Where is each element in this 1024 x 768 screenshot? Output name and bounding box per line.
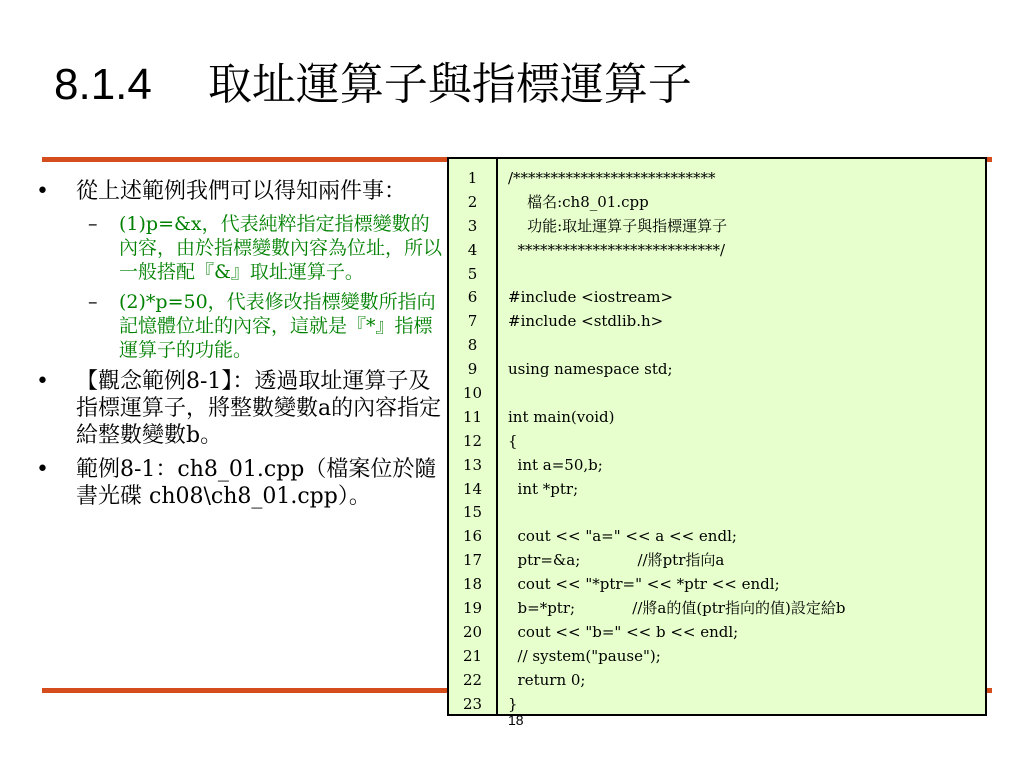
bullet-item (36, 456, 446, 510)
sub-bullet-item (36, 290, 446, 362)
code-listing (447, 157, 987, 716)
page-number: 18 (508, 712, 524, 728)
code-line: // system("pause"); (508, 646, 661, 665)
line-number: 21 (462, 646, 483, 665)
line-number: 6 (467, 288, 478, 307)
code-line: int main(void) (508, 407, 615, 426)
line-number: 5 (467, 264, 478, 283)
bullet-dot-icon: • (36, 179, 49, 204)
line-number: 18 (462, 575, 483, 594)
code-line: ptr=&a; //將ptr指向a (508, 551, 725, 570)
code-line: 檔名:ch8_01.cpp (508, 192, 649, 211)
bullet-text: 範例8-1：ch8_01.cpp（檔案位於隨書光碟 ch08\ch8_01.cpp）。 (76, 457, 437, 509)
line-number: 10 (462, 384, 483, 403)
bullet-item (36, 368, 446, 449)
dash-icon: – (88, 213, 98, 235)
code-line: return 0; (508, 670, 586, 689)
code-line: cout << "b=" << b << endl; (508, 622, 739, 641)
line-number: 17 (462, 551, 483, 570)
code-line: cout << "a=" << a << endl; (508, 527, 737, 546)
code-line: cout << "*ptr=" << *ptr << endl; (508, 575, 780, 594)
code-line (508, 334, 985, 358)
line-number-gutter (449, 159, 498, 714)
line-number: 20 (462, 622, 483, 641)
title-number: 8.1.4 (54, 60, 152, 109)
code-line (508, 382, 985, 406)
line-number: 9 (467, 360, 478, 379)
code-line: int *ptr; (508, 479, 579, 498)
code-line: #include <iostream> (508, 288, 674, 307)
bullet-text: 從上述範例我們可以得知兩件事： (76, 179, 407, 204)
code-line: { (508, 431, 518, 450)
title-text: 取址運算子與指標運算子 (207, 59, 692, 110)
bullet-list (36, 178, 446, 517)
sub-bullet-item (36, 212, 446, 284)
code-line (508, 501, 985, 525)
line-number: 1 (467, 169, 478, 187)
code-line: using namespace std; (508, 360, 673, 379)
bullet-text: 【觀念範例8-1】：透過取址運算子及指標運算子，將整數變數a的內容指定給整數變數b。 (76, 369, 442, 448)
code-line: } (508, 694, 518, 713)
slide-title (54, 48, 692, 112)
code-body (498, 159, 985, 714)
line-number: 23 (462, 694, 483, 713)
code-line: b=*ptr; //將a的值(ptr指向的值)設定給b (508, 599, 846, 618)
line-number: 16 (462, 527, 483, 546)
line-number: 7 (467, 312, 478, 331)
line-number: 3 (467, 216, 478, 235)
bullet-dot-icon: • (36, 457, 49, 482)
code-line (508, 263, 985, 287)
code-line: #include <stdlib.h> (508, 312, 664, 331)
line-number: 2 (467, 192, 478, 211)
line-number: 8 (467, 336, 478, 355)
sub-bullet-text: (1)p=&x，代表純粹指定指標變數的內容，由於指標變數內容為位址，所以一般搭配『&』取址運算子。 (119, 213, 443, 283)
code-line: /*************************** (508, 169, 716, 187)
line-number: 19 (462, 599, 483, 618)
sub-bullet-text: (2)*p=50，代表修改指標變數所指向記憶體位址的內容，這就是『*』指標運算子的功能。 (119, 291, 436, 361)
code-line: int a=50,b; (508, 455, 603, 474)
code-line: ***************************/ (508, 240, 726, 259)
bullet-dot-icon: • (36, 369, 49, 394)
dash-icon: – (88, 291, 98, 313)
line-number: 11 (462, 407, 483, 426)
bullet-item (36, 178, 446, 205)
line-number: 14 (462, 479, 483, 498)
code-line: 功能:取址運算子與指標運算子 (508, 216, 728, 235)
line-number: 13 (462, 455, 483, 474)
line-number: 15 (462, 503, 483, 522)
line-number: 4 (467, 240, 478, 259)
line-number: 12 (462, 431, 483, 450)
line-number: 22 (462, 670, 483, 689)
